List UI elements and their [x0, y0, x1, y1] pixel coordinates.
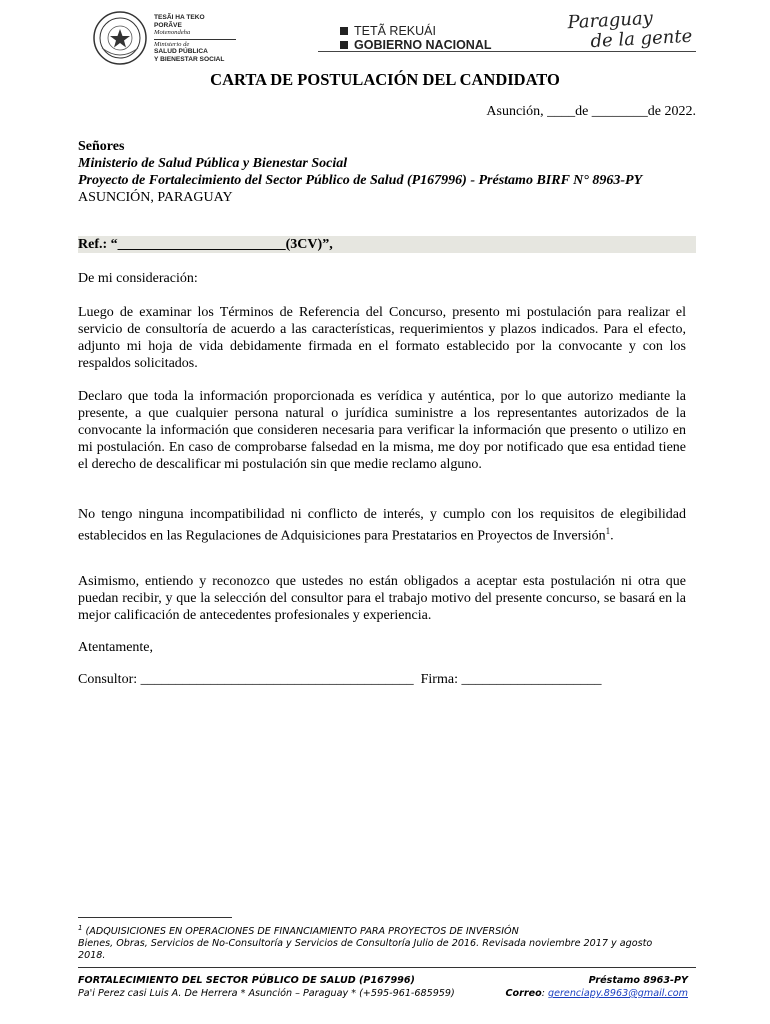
gov-line-1: TETÃ REKUÁI — [354, 24, 436, 38]
recipient-address — [78, 138, 696, 206]
salutation: Señores — [78, 139, 125, 154]
footnote — [78, 922, 678, 962]
footnote-line-1: (ADQUISICIONES EN OPERACIONES DE FINANCIAMIENTO PARA PROYECTOS DE INVERSIÓN — [82, 926, 519, 938]
ministry-logo-text — [154, 14, 236, 64]
consultor-field[interactable]: Consultor: _______________________________________ — [78, 672, 414, 687]
paragraph-4: Asimismo, entiendo y reconozco que ustedes no están obligados a aceptar esta postulación ni otra que puedan recibir, y que la selección del consultor para el trabajo motivo del presente concurso, se basará en la mejor calificación de antecedentes profesionales y experiencia. — [78, 574, 686, 623]
email-label: Correo — [505, 988, 542, 999]
ministry-line-5: SALUD PÚBLICA — [154, 48, 208, 56]
email-link[interactable]: gerenciapy.8963@gmail.com — [547, 988, 688, 999]
document-title: CARTA DE POSTULACIÓN DEL CANDIDATO — [210, 70, 560, 89]
letterhead — [0, 0, 770, 70]
ministry-line-6: Y BIENESTAR SOCIAL — [154, 55, 225, 63]
slogan-line-1: Paraguay — [566, 7, 654, 34]
footer-email-block: Correo: gerenciapy.8963@gmail.com — [505, 988, 688, 999]
footnote-divider — [78, 917, 232, 918]
reference-line: Ref.: “________________________(3CV)”, — [78, 236, 696, 253]
header-divider — [318, 51, 696, 52]
ministry-line-1: TESÃI HA TEKO — [154, 14, 205, 21]
gov-line-2: GOBIERNO NACIONAL — [354, 38, 492, 52]
footnote-line-2: Bienes, Obras, Servicios de No-Consultoría y Servicios de Consultoría Julio de 2016. Revisada noviembre 2017 y agosto 2018. — [78, 938, 653, 962]
paragraph-1: Luego de examinar los Términos de Referencia del Concurso, presento mi postulación para realizar el servicio de consultoría de acuerdo a las características, requerimientos y plazos indicados. Para el efecto, adjunto mi hoja de vida debidamente firmada en el formato establecido por la convocante y con los respaldos solicitados. — [78, 305, 686, 371]
footer-loan: Préstamo 8963-PY — [588, 975, 688, 986]
address-line-2: Proyecto de Fortalecimiento del Sector Público de Salud (P167996) - Préstamo BIRF N° 8963-PY — [78, 173, 643, 188]
paragraph-2: Declaro que toda la información proporcionada es verídica y auténtica, por lo que autorizo mediante la presente, a que cualquier persona natural o jurídica suministre a los representantes autorizados de la convocante la información que consideren necesaria para verificar la información que presento o utilizo en mi postulación. En caso de comprobarse falsedad en la misma, me doy por notificado que esa entidad tiene el derecho de descalificar mi postulación sin que medie reclamo alguno. — [78, 389, 686, 472]
greeting: De mi consideración: — [78, 271, 198, 286]
ministry-line-3: Motenondeha — [154, 29, 191, 37]
footer-project: FORTALECIMIENTO DEL SECTOR PÚBLICO DE SALUD (P167996) — [78, 975, 415, 986]
ministry-divider — [154, 39, 236, 40]
ministry-line-4: Ministerio de — [154, 40, 190, 48]
national-seal-icon — [92, 10, 148, 66]
slogan-logo — [567, 7, 693, 53]
footnote-mark: 1 — [78, 924, 83, 932]
paragraph-3-text: No tengo ninguna incompatibilidad ni conflicto de interés, y cumplo con los requisitos de elegibilidad establecidos en las Regulaciones de Adquisiciones para Prestatarios en Proyectos de Inversión — [78, 507, 686, 544]
paragraph-3 — [78, 506, 686, 545]
date-line: Asunción, ____de ________de 2022. — [486, 104, 696, 119]
ministry-line-2: PORÃVE — [154, 21, 182, 29]
footer-address: Pa'i Perez casi Luis A. De Herrera * Asunción – Paraguay * (+595-961-685959) — [78, 988, 455, 999]
address-line-1: Ministerio de Salud Pública y Bienestar Social — [78, 156, 348, 171]
paragraph-3-end: . — [610, 528, 614, 544]
slogan-line-2: de la gente — [590, 25, 693, 53]
government-logo — [340, 24, 492, 52]
signature-line — [78, 672, 601, 688]
firma-field[interactable]: Firma: ____________________ — [420, 672, 602, 687]
footnote-reference: 1 — [605, 526, 611, 536]
closing: Atentamente, — [78, 640, 154, 655]
square-icon — [340, 27, 348, 35]
footer-divider — [78, 967, 696, 968]
address-line-3: ASUNCIÓN, PARAGUAY — [78, 190, 233, 205]
square-icon — [340, 41, 348, 49]
